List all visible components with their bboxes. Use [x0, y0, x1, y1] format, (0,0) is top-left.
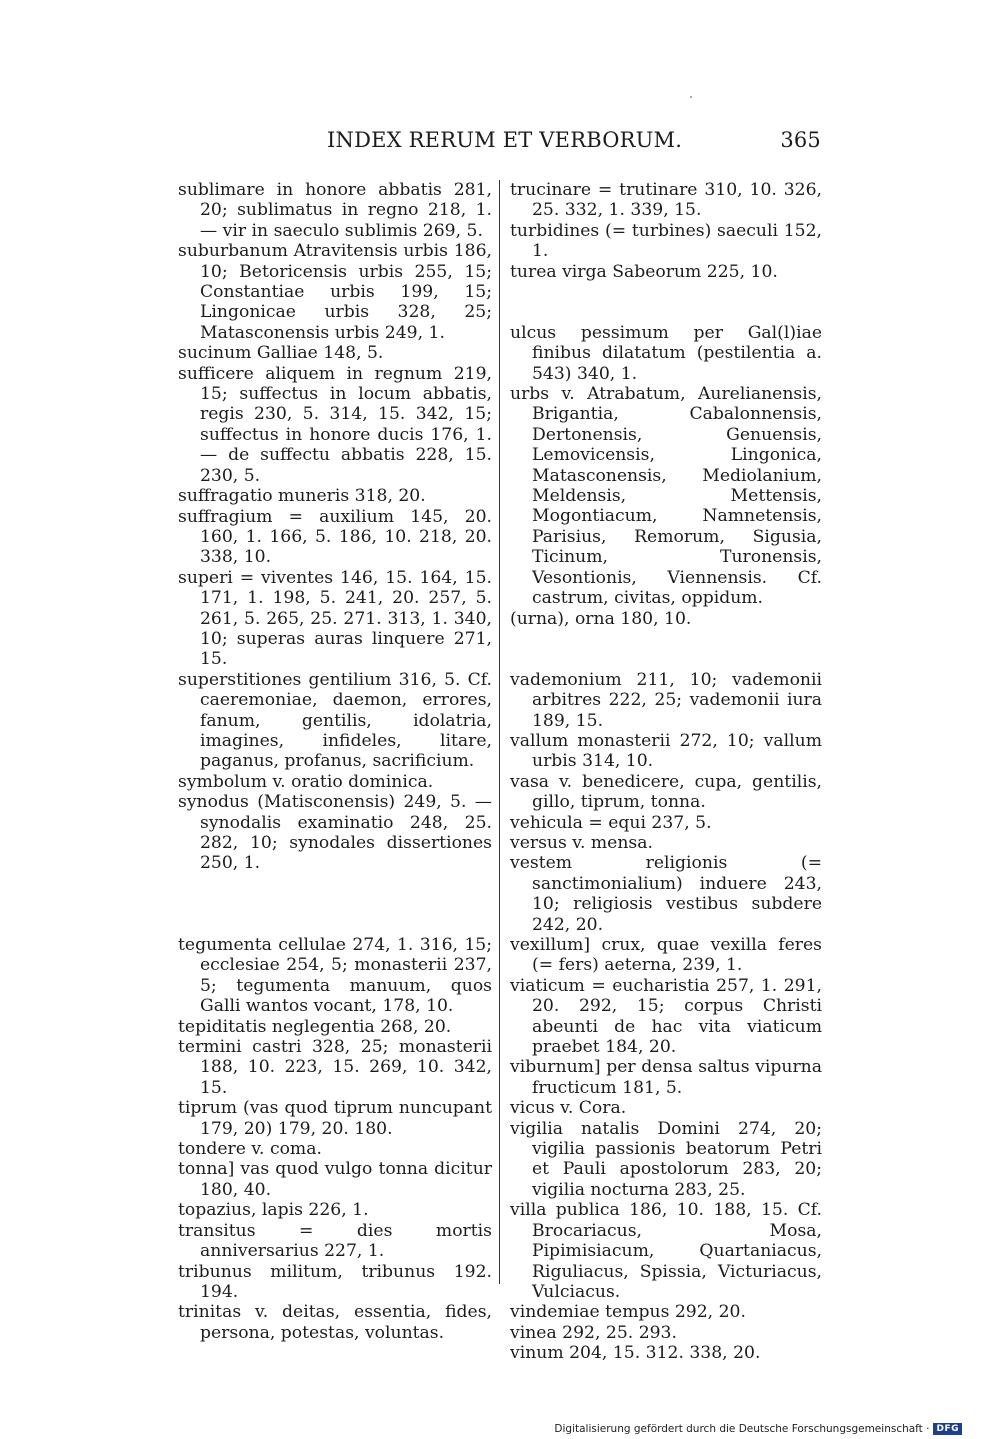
index-entry: termini castri 328, 25; monasterii 188, 10. 223, 15. 269, 10. 342, 15. — [178, 1037, 492, 1098]
index-entry: sufficere aliquem in regnum 219, 15; suffectus in locum abbatis, regis 230, 5. 314, 15. 342, 15; suffectus in honore ducis 176, 1. — de suffectu abbatis 228, 15. 230, 5. — [178, 363, 492, 486]
index-entry: tonna] vas quod vulgo tonna dicitur 180, 40. — [178, 1159, 492, 1200]
index-entry: tepiditatis neglegentia 268, 20. — [178, 1016, 452, 1037]
page-speck — [690, 96, 692, 98]
index-entry: transitus = dies mortis anniversarius 227, 1. — [178, 1220, 492, 1262]
index-entry: suffragatio muneris 318, 20. — [178, 486, 426, 507]
index-entry: ulcus pessimum per Gal(l)iae finibus dilatatum (pestilentia a. 543) 340, 1. — [510, 322, 822, 384]
index-entry: vicus v. Cora. — [510, 1098, 627, 1119]
index-entry: tribunus militum, tribunus 192. 194. — [178, 1261, 492, 1302]
index-entry: vallum monasterii 272, 10; vallum urbis 314, 10. — [510, 730, 822, 772]
section-gap — [178, 874, 492, 935]
index-entry: suburbanum Atravitensis urbis 186, 10; Betoricensis urbis 255, 15; Constantiae urbis 199, 15; Lingonicae urbis 328, 25; Matasconensis urbis 249, 1. — [178, 241, 492, 343]
index-entry: urbs v. Atrabatum, Aurelianensis, Brigantia, Cabalonnensis, Dertonensis, Genuensis, Lemovicensis, Lingonica, Matasconensis, Mediolanium, Meldensis, Mettensis, Mogontiacum, Namnetensis, Parisius, Remorum, Sigusia, Ticinum, Turonensis, Vesontionis, Viennensis. Cf. castrum, civitas, oppidum. — [510, 384, 822, 609]
index-entry: vinum 204, 15. 312. 338, 20. — [510, 1343, 761, 1364]
index-entry: vexillum] crux, quae vexilla feres (= fers) aeterna, 239, 1. — [510, 935, 822, 976]
running-header — [327, 128, 821, 158]
index-entry: tondere v. coma. — [178, 1139, 322, 1160]
index-entry: sublimare in honore abbatis 281, 20; sublimatus in regno 218, 1. — vir in saeculo sublimis 269, 5. — [178, 180, 492, 241]
credit-text: Digitalisierung gefördert durch die Deutsche Forschungsgemeinschaft · — [554, 1423, 930, 1435]
left-column — [178, 180, 492, 1343]
index-entry: vehicula = equi 237, 5. — [510, 812, 712, 833]
index-entry: viaticum = eucharistia 257, 1. 291, 20. 292, 15; corpus Christi abeunti de hac vita viaticum praebet 184, 20. — [510, 975, 822, 1058]
index-entry: vigilia natalis Domini 274, 20; vigilia passionis beatorum Petri et Pauli apostolorum 283, 20; vigilia nocturna 283, 25. — [510, 1118, 822, 1200]
index-entry: tiprum (vas quod tiprum nuncupant 179, 20) 179, 20. 180. — [178, 1098, 492, 1139]
index-entry: vestem religionis (= sanctimonialium) induere 243, 10; religiosis vestibus subdere 242, 20. — [510, 853, 822, 935]
section-gap — [510, 629, 822, 670]
index-entry: versus v. mensa. — [510, 832, 653, 853]
index-entry: synodus (Matisconensis) 249, 5. — synodalis examinatio 248, 25. 282, 10; synodales dissertiones 250, 1. — [178, 792, 492, 874]
dfg-logo: DFG — [933, 1423, 962, 1435]
index-entry: villa publica 186, 10. 188, 15. Cf. Brocariacus, Mosa, Pipimisiacum, Quartaniacus, Riguliacus, Spissia, Victuriacus, Vulciacus. — [510, 1200, 822, 1302]
index-entry: vasa v. benedicere, cupa, gentilis, gillo, tiprum, tonna. — [510, 771, 822, 813]
column-divider — [499, 180, 500, 1284]
index-entry: vademonium 211, 10; vademonii arbitres 222, 25; vademonii iura 189, 15. — [510, 669, 822, 731]
section-gap — [510, 282, 822, 323]
index-entry: topazius, lapis 226, 1. — [178, 1200, 369, 1221]
index-entry: viburnum] per densa saltus vipurna fructicum 181, 5. — [510, 1057, 822, 1098]
digitization-credit — [554, 1423, 962, 1435]
index-entry: vindemiae tempus 292, 20. — [510, 1302, 746, 1323]
index-entry: trucinare = trutinare 310, 10. 326, 25. 332, 1. 339, 15. — [510, 180, 822, 221]
index-entry: trinitas v. deitas, essentia, fides, persona, potestas, voluntas. — [178, 1302, 492, 1343]
index-entry: (urna), orna 180, 10. — [510, 608, 692, 629]
index-entry: symbolum v. oratio dominica. — [178, 771, 434, 792]
index-entry: superi = viventes 146, 15. 164, 15. 171, 1. 198, 5. 241, 20. 257, 5. 261, 5. 265, 25. 271. 313, 1. 340, 10; superas auras linquere 271, 15. — [178, 567, 492, 670]
right-column — [510, 180, 822, 1364]
page-title: INDEX RERUM ET VERBORUM. — [327, 128, 683, 152]
page-number: 365 — [780, 128, 821, 152]
index-entry: turbidines (= turbines) saeculi 152, 1. — [510, 220, 822, 262]
index-entry: turea virga Sabeorum 225, 10. — [510, 261, 778, 282]
index-entry: superstitiones gentilium 316, 5. Cf. caeremoniae, daemon, errores, fanum, gentilis, idolatria, imagines, infideles, litare, paganus, profanus, sacrificium. — [178, 669, 492, 772]
index-entry: sucinum Galliae 148, 5. — [178, 343, 384, 364]
index-entry: suffragium = auxilium 145, 20. 160, 1. 166, 5. 186, 10. 218, 20. 338, 10. — [178, 506, 492, 568]
index-entry: vinea 292, 25. 293. — [510, 1322, 677, 1343]
index-entry: tegumenta cellulae 274, 1. 316, 15; ecclesiae 254, 5; monasterii 237, 5; tegumenta manuum, quos Galli wantos vocant, 178, 10. — [178, 935, 492, 1017]
